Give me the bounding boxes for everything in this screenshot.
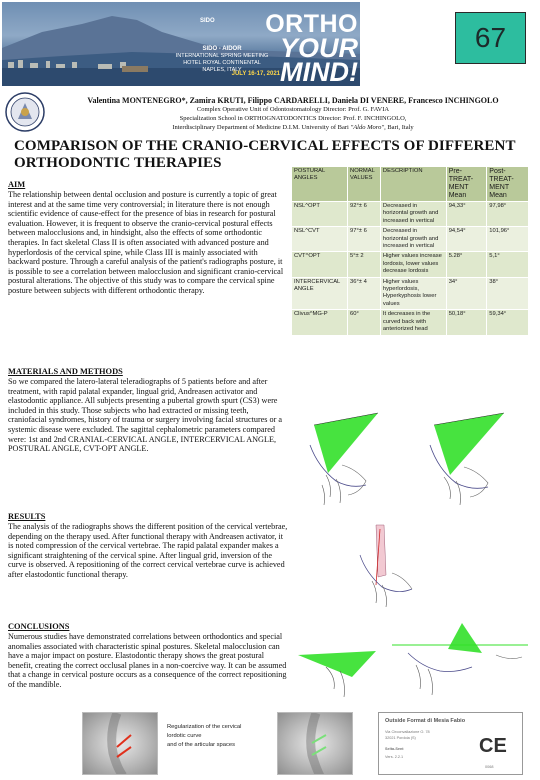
table-cell: 94,33°: [446, 202, 487, 227]
table-cell: INTERCERVICAL ANGLE: [292, 277, 348, 310]
table-header-cell: Post-TREAT-MENT Mean: [487, 167, 529, 202]
results-heading: RESULTS: [8, 512, 46, 521]
author-names: Valentina MONTENEGRO*, Zamira KRUTI, Filippo CARDARELLI, Daniela DI VENERE, Francesco INCHINGOLO: [87, 96, 499, 105]
aim-text: The relationship between dental occlusion and posture is currently a topic of great interest and at the same time very controversial; in literature there is not enough scientific evidence of cause-effect for the presence of bias in research for postural evaluation. However, it is frequent to observe the cranio-cervical postural effects between malocclusions and, in hindsight, also the effects of some orthodontic therapies. In fact skeletal Class II is often associated with advanced posture and hyperlordosis of the cervical spine, while Class III is mainly associated with backward posture. Through a careful analysis of the patient's radiographs posture, it is possible to see a correlation between malocclusion and significant cranio-cervical postural alterations. The objective of this study was to compare the cervical spine posture between subjects with different orthodontic therapy.: [8, 190, 284, 295]
table-cell: 50,18°: [446, 310, 487, 335]
event-dates: JULY 16-17, 2021: [231, 71, 280, 77]
table-cell: 94,54°: [446, 227, 487, 252]
results-text: The analysis of the radiographs shows the different position of the cervical vertebrae, depending on the therapy used. After functional therapy with Andreasen activator, it is noted compression of the cervical vertebrae. The rapid palatal expander makes a significant straightening of the cervical spine. After lingual grid, inversion of the curve is observed. A repositioning of the correct cervical vertebrae curve is achieved after elastodontic functional therapy.: [8, 522, 288, 579]
table-cell: 101,96°: [487, 227, 529, 252]
table-cell: Decreased in horizontal growth and increased in vertical: [380, 227, 446, 252]
table-header-cell: POSTURAL ANGLES: [292, 167, 348, 202]
sido-mark: SIDO: [200, 18, 215, 24]
methods-text: So we compared the latero-lateral teleradiographs of 5 patients before and after treatment, with rapid palatal expander, lingual grid, Andreasen activator and elastodontic appliance. All subjects presenting a pubertal growth spurt (CS3) were included in this study. Those subjects who had extracted or missing teeth, craniofacial syndromes, history of trauma or surgery involving facial structures or a systemic disease were excluded. The sagittal cephalometric parameters compared were: 1st and 2nd CRANIAL-CERVICAL ANGLE, INTERCERVICAL ANGLE, POSTURAL ANGLE, CVT-OPT ANGLE.: [8, 377, 283, 454]
xray-caption: [167, 723, 277, 750]
table-row: [292, 252, 529, 277]
brand-line-mind: MIND!: [280, 57, 358, 86]
cervical-xray-after: [277, 712, 353, 775]
table-cell: 92°± 6: [348, 202, 381, 227]
manufacturer-title: Outside Format di Mesia Fabio: [385, 718, 466, 724]
affiliation-3-university: "Aldo Moro": [350, 124, 385, 131]
caption-line-3: and of the articular spaces: [167, 742, 235, 748]
table-cell: 97°± 6: [348, 227, 381, 252]
table-cell: NSL^OPT: [292, 202, 348, 227]
authors-block: [50, 96, 536, 132]
cephalometric-tracing-1: [296, 405, 406, 510]
event-line-4: NAPLES, ITALY: [202, 67, 242, 73]
table-cell: 97,98°: [487, 202, 529, 227]
brand-line-your: YOUR: [279, 33, 358, 63]
manufacturer-address-1: Via Circonvallazione O. 78: [385, 730, 430, 734]
table-cell: 5.28°: [446, 252, 487, 277]
table-cell: Higher values hyperlordosis, Hyperkyphosis lower values: [380, 277, 446, 310]
table-cell: 36°± 4: [348, 277, 381, 310]
event-line-3: HOTEL ROYAL CONTINENTAL: [183, 60, 261, 66]
event-info: [142, 46, 302, 74]
event-line-2: INTERNATIONAL SPRING MEETING: [175, 53, 269, 59]
table-row: [292, 202, 529, 227]
affiliation-2: Specialization School in ORTHOGNATODONTICS Director: Prof. F. INCHINGOLO,: [179, 115, 407, 122]
product-name: Selta-Sent: [385, 747, 404, 751]
table-cell: It decreases in the curved back with anteriorized head: [380, 310, 446, 335]
conclusions-section: [8, 622, 288, 690]
aim-heading: AIM: [8, 180, 26, 189]
table-row: [292, 227, 529, 252]
aim-section: [8, 180, 288, 296]
results-section: [8, 512, 288, 580]
poster-number-badge: 67: [455, 12, 526, 64]
conclusions-heading: CONCLUSIONS: [8, 622, 70, 631]
product-version: Vers. 2.2.1: [385, 755, 404, 759]
table-cell: Decreased in horizontal growth and increased in vertical: [380, 202, 446, 227]
table-header-row: [292, 167, 529, 202]
table-header-cell: Pre-TREAT-MENT Mean: [446, 167, 487, 202]
poster-title: COMPARISON OF THE CRANIO-CERVICAL EFFECTS OF DIFFERENT ORTHODONTIC THERAPIES: [14, 138, 516, 171]
methods-section: [8, 367, 288, 454]
ce-mark-icon: CE: [479, 735, 507, 757]
ce-code: 0068: [485, 765, 494, 769]
table-cell: Clivus^MG-P: [292, 310, 348, 335]
table-header-cell: NORMAL VALUES: [348, 167, 381, 202]
table-cell: CVT^OPT: [292, 252, 348, 277]
table-row: [292, 277, 529, 310]
table-header-cell: DESCRIPTION: [380, 167, 446, 202]
table-row: [292, 310, 529, 335]
event-line-1: SIDO - AIDOR: [202, 46, 242, 52]
xray-spine-drawing: [278, 713, 353, 775]
conclusions-text: Numerous studies have demonstrated correlations between orthodontics and special anomalies associated with characteristic spinal postures. Skeletal malocclusion can have a major impact on posture. Elastodontic therapy shows the great postural benefit, creating the correct occlusal planes in a non-coercive way. It can be assumed that a change in cervical posture occurs as a consequence of the correct repositioning of the mandible.: [8, 632, 287, 689]
affiliation-1: Complex Operative Unit of Odontostomatology Director: Prof. G. FAVIA: [196, 106, 390, 113]
cephalometric-tracing-3: [346, 515, 436, 610]
table-cell: 34°: [446, 277, 487, 310]
table-cell: 5°± 2: [348, 252, 381, 277]
caption-line-2: lordotic curve: [167, 733, 202, 739]
table-cell: 59,34°: [487, 310, 529, 335]
affiliation-3-dept: Interdisciplinary Department of Medicine D.I.M. University of Bari: [172, 124, 349, 131]
methods-heading: MATERIALS AND METHODS: [8, 367, 123, 376]
table-cell: 38°: [487, 277, 529, 310]
table-cell: 60°: [348, 310, 381, 335]
table-cell: Higher values increase lordosis, lower values decrease lordosis: [380, 252, 446, 277]
cervical-xray-before: [82, 712, 158, 775]
affiliation-3: [50, 123, 536, 132]
affiliation-3-city: , Bari, Italy: [384, 124, 414, 131]
table-cell: NSL^CVT: [292, 227, 348, 252]
cephalometric-tracing-4: [296, 615, 530, 705]
brand-line-ortho: ORTHO: [265, 10, 358, 38]
xray-spine-drawing: [83, 713, 158, 775]
manufacturer-address-2: 32021 Pordoia (S): [385, 736, 416, 740]
postural-angles-table: [291, 166, 529, 336]
caption-line-1: Regularization of the cervical: [167, 724, 242, 730]
conference-banner: [2, 2, 360, 86]
ce-certification-box: [378, 712, 523, 775]
table-cell: 5,1°: [487, 252, 529, 277]
cephalometric-tracing-2: [414, 405, 529, 510]
university-seal-logo: [5, 92, 45, 132]
